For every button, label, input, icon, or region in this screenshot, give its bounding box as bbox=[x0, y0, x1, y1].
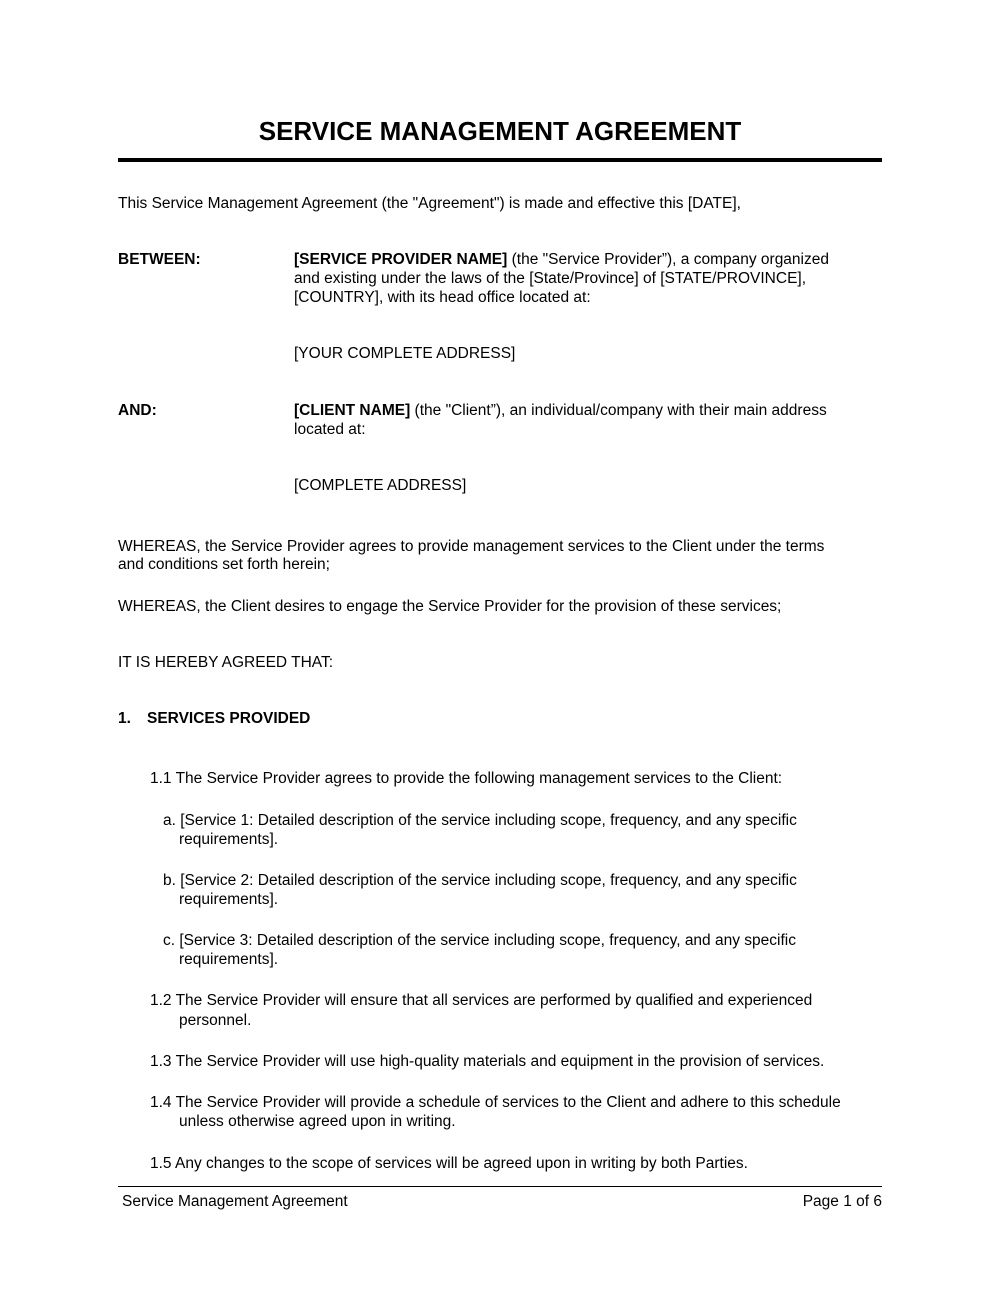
provider-line-3: [COUNTRY], with its head office located at: bbox=[294, 289, 591, 306]
footer-page-number: Page 1 of 6 bbox=[802, 1193, 882, 1210]
client-name: [CLIENT NAME] bbox=[294, 402, 411, 419]
clause-1-4-line-1: 1.4 The Service Provider will provide a schedule of services to the Client and adhere to this schedule bbox=[150, 1094, 841, 1111]
clause-1-2-line-1: 1.2 The Service Provider will ensure that all services are performed by qualified and experienced bbox=[150, 992, 813, 1009]
service-item-a-line-2: requirements]. bbox=[179, 831, 279, 848]
between-label: BETWEEN: bbox=[118, 251, 201, 268]
document-title: SERVICE MANAGEMENT AGREEMENT bbox=[258, 116, 742, 146]
whereas-1-line-1: WHEREAS, the Service Provider agrees to provide management services to the Client under the terms bbox=[118, 538, 825, 555]
clause-1-5: 1.5 Any changes to the scope of services will be agreed upon in writing by both Parties. bbox=[150, 1155, 748, 1172]
footer-divider bbox=[118, 1186, 882, 1187]
section-1-number: 1. bbox=[118, 710, 131, 727]
service-item-a-line-1: a. [Service 1: Detailed description of the service including scope, frequency, and any specific bbox=[163, 812, 797, 829]
service-item-c-line-1: c. [Service 3: Detailed description of the service including scope, frequency, and any specific bbox=[163, 932, 796, 949]
service-item-b-line-1: b. [Service 2: Detailed description of the service including scope, frequency, and any specific bbox=[163, 872, 797, 889]
clause-1-2-line-2: personnel. bbox=[179, 1012, 252, 1029]
client-line-1-rest: (the "Client”), an individual/company with their main address bbox=[410, 402, 827, 419]
section-1-heading: SERVICES PROVIDED bbox=[147, 710, 311, 727]
service-item-b-line-2: requirements]. bbox=[179, 891, 279, 908]
clause-1-3: 1.3 The Service Provider will use high-quality materials and equipment in the provision of services. bbox=[150, 1053, 825, 1070]
provider-line-1 bbox=[294, 250, 829, 269]
provider-line-2: and existing under the laws of the [State/Province] of [STATE/PROVINCE], bbox=[294, 270, 807, 287]
provider-address: [YOUR COMPLETE ADDRESS] bbox=[294, 345, 516, 362]
whereas-2: WHEREAS, the Client desires to engage the Service Provider for the provision of these services; bbox=[118, 598, 782, 615]
client-line-2: located at: bbox=[294, 421, 366, 438]
intro-paragraph: This Service Management Agreement (the "Agreement") is made and effective this [DATE], bbox=[118, 195, 741, 212]
and-label: AND: bbox=[118, 402, 157, 419]
whereas-1-line-2: and conditions set forth herein; bbox=[118, 556, 330, 573]
title-divider bbox=[118, 158, 882, 162]
service-item-c-line-2: requirements]. bbox=[179, 951, 279, 968]
clause-1-1: 1.1 The Service Provider agrees to provide the following management services to the Client: bbox=[150, 770, 783, 787]
client-line-1 bbox=[294, 401, 827, 420]
client-address: [COMPLETE ADDRESS] bbox=[294, 477, 467, 494]
provider-name: [SERVICE PROVIDER NAME] bbox=[294, 251, 508, 268]
footer-document-name: Service Management Agreement bbox=[122, 1193, 348, 1210]
clause-1-4-line-2: unless otherwise agreed upon in writing. bbox=[179, 1113, 456, 1130]
provider-line-1-rest: (the "Service Provider”), a company organized bbox=[507, 251, 829, 268]
agreed-statement: IT IS HEREBY AGREED THAT: bbox=[118, 654, 334, 671]
